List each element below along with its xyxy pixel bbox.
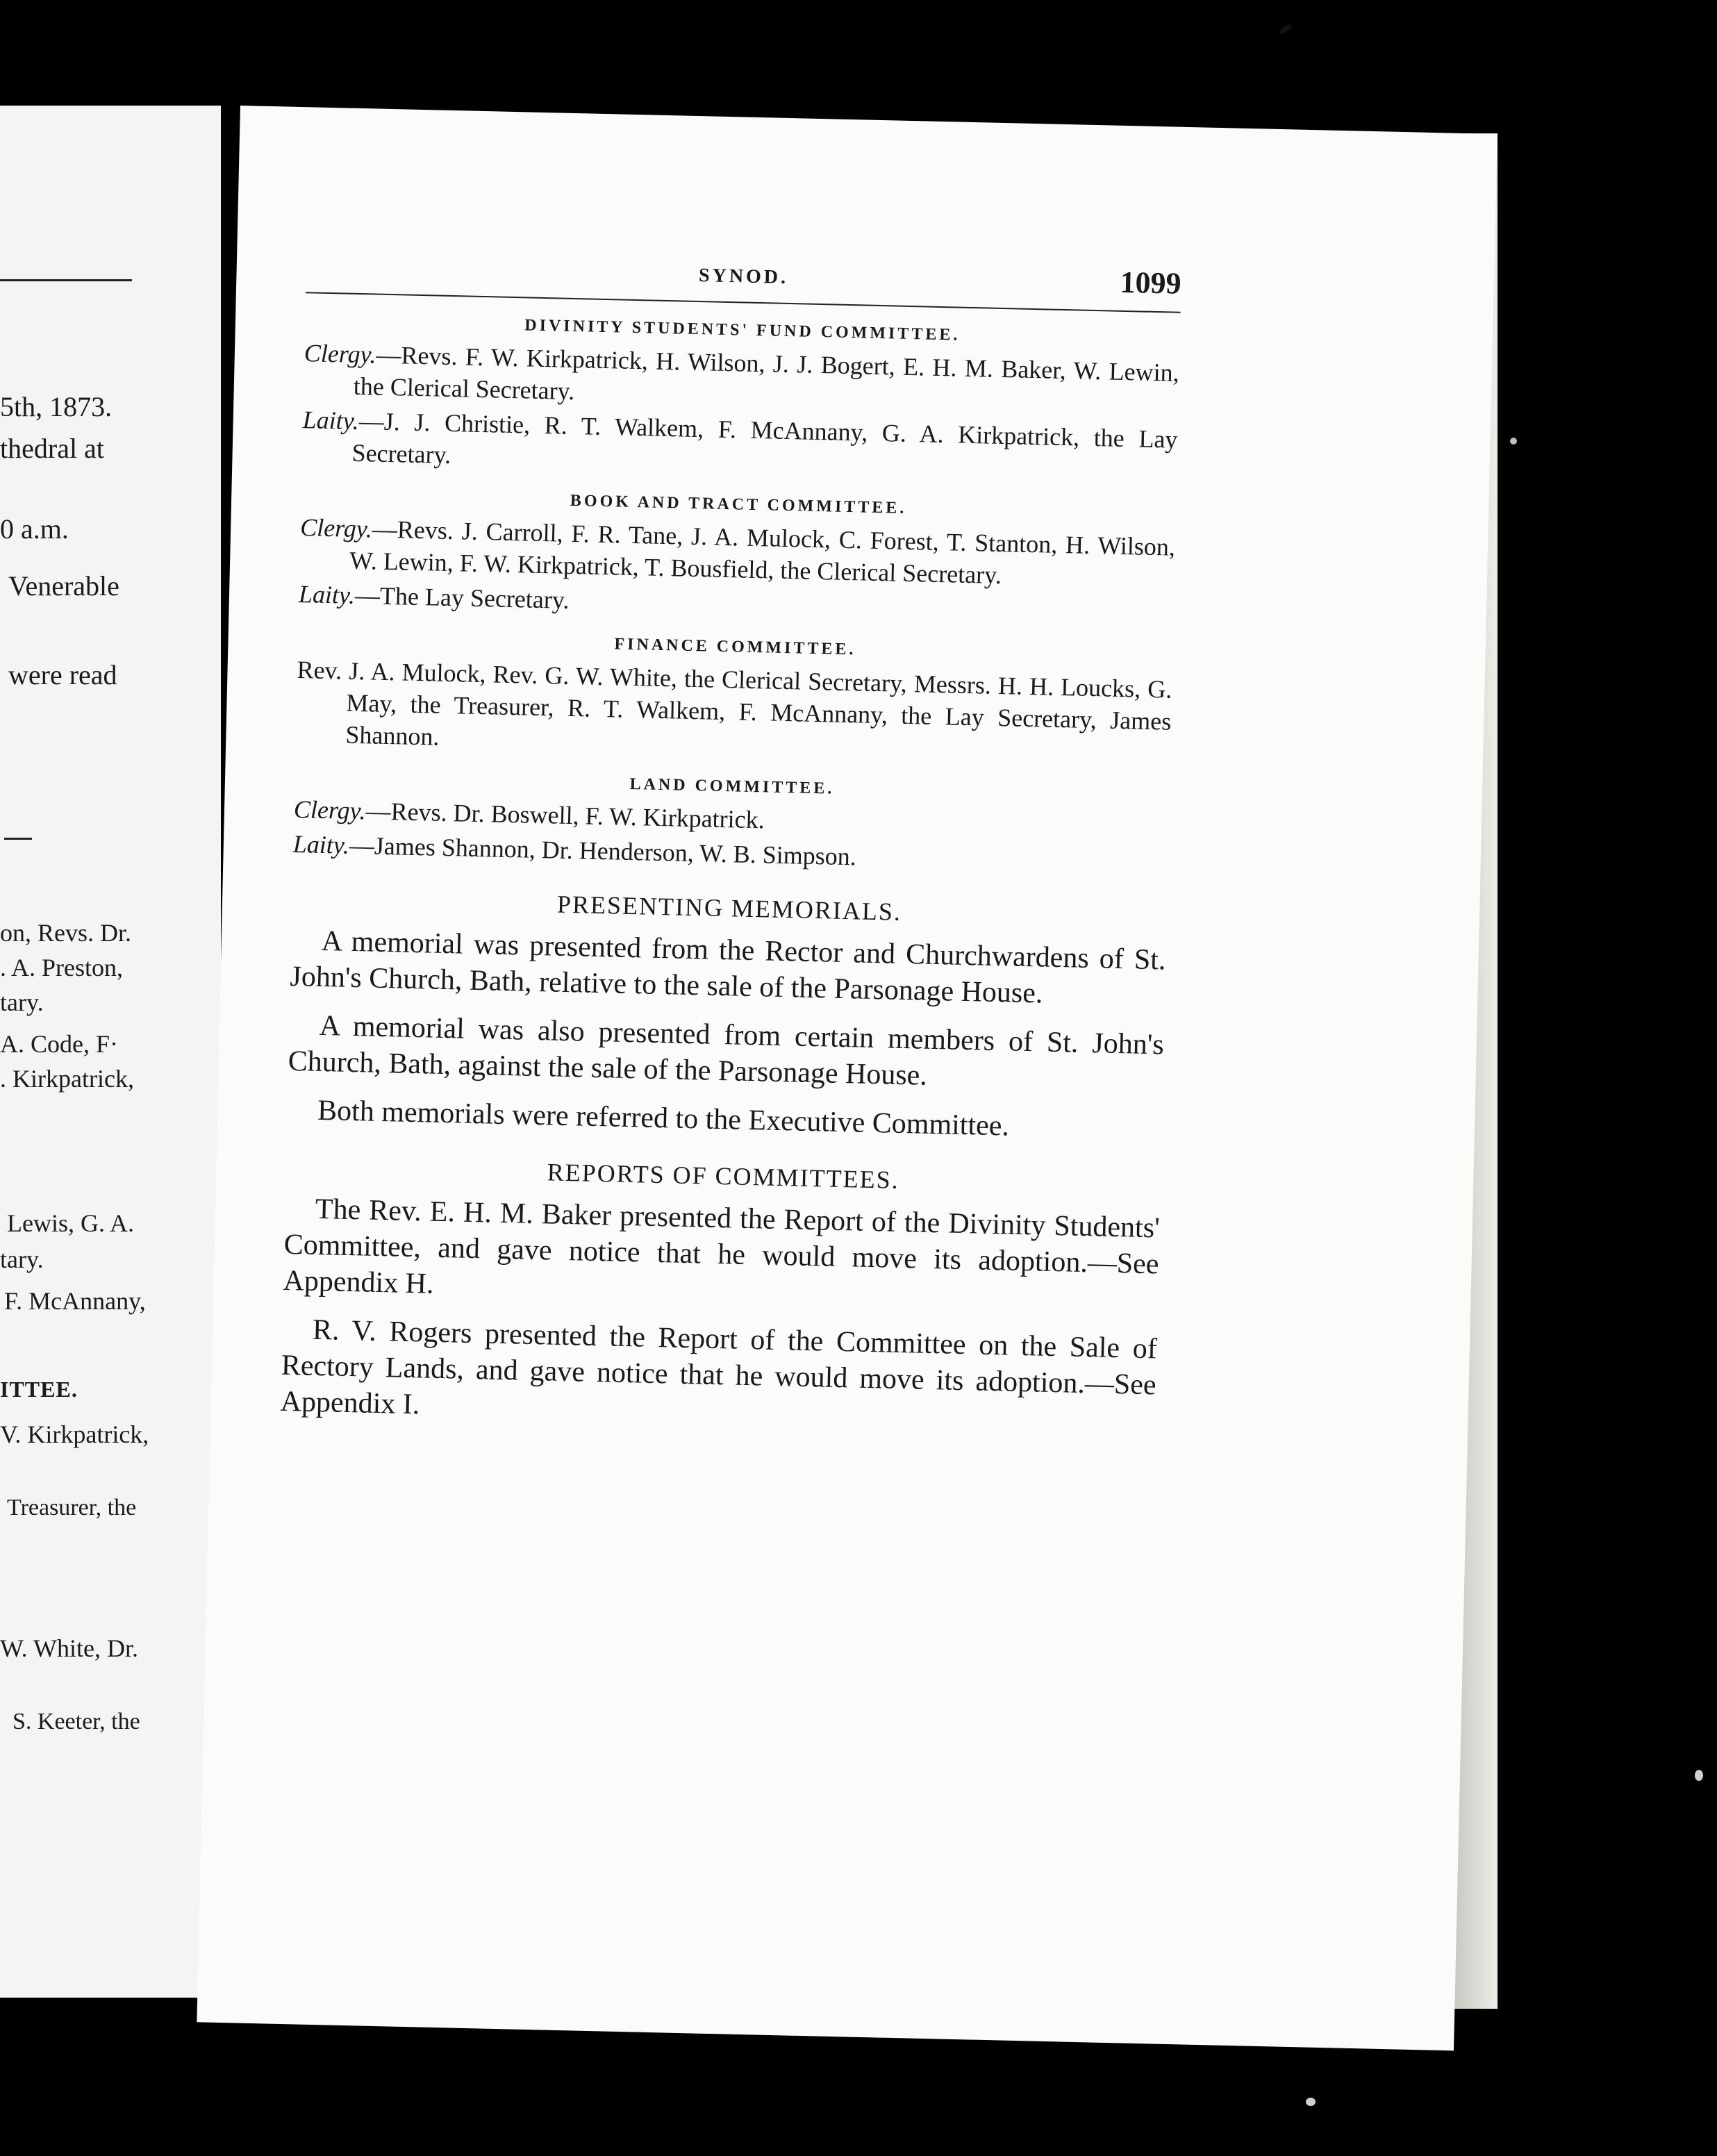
left-fragment: V. Kirkpatrick,	[0, 1420, 149, 1448]
entry-label: Clergy.	[299, 513, 373, 543]
left-fragment: 0 a.m.	[0, 513, 69, 545]
left-fragment: tary.	[0, 1245, 44, 1273]
paragraph: The Rev. E. H. M. Baker presented the Report of the Divinity Students' Committee, and gave notice that he would move its adoption.—See Appendix H.	[283, 1193, 1161, 1300]
running-head: SYNOD.	[698, 265, 789, 288]
entry-text: —The Lay Secretary.	[354, 581, 570, 614]
left-fragment: Treasurer, the	[7, 1495, 137, 1520]
page-number: 1099	[1120, 265, 1182, 301]
left-fragment: thedral at	[0, 433, 104, 464]
entry-text: —Revs. Dr. Boswell, F. W. Kirkpatrick.	[365, 797, 765, 834]
dust-speck	[1510, 438, 1517, 445]
left-fragment: F. McAnnany,	[4, 1287, 146, 1315]
left-page-rule	[0, 279, 132, 281]
entry-text: —J. J. Christie, R. T. Walkem, F. McAnnany, G. A. Kirkpatrick, the Lay Secretary.	[351, 406, 1178, 470]
entry-text: —Revs. J. Carroll, F. R. Tane, J. A. Mulock, C. Forest, T. Stanton, H. Wilson, W. Lewin, F. W. Kirkpatrick, T. Bousfield, the Clerical Secretary.	[349, 515, 1176, 590]
entry-text: —James Shannon, Dr. Henderson, W. B. Simpson.	[349, 831, 857, 871]
entry-label: Laity.	[302, 406, 360, 435]
left-fragment: . A. Preston,	[0, 954, 124, 981]
left-fragment: on, Revs. Dr.	[0, 919, 131, 947]
left-fragment: W. White, Dr.	[0, 1634, 138, 1662]
left-fragment: were read	[8, 659, 117, 690]
committee-land	[292, 768, 1170, 880]
left-fragment: . Kirkpatrick,	[0, 1065, 134, 1093]
left-page-dash	[4, 838, 32, 840]
committee-heading: DIVINITY STUDENTS' FUND COMMITTEE.	[524, 316, 961, 345]
entry-label: Laity.	[292, 830, 350, 859]
paragraph: R. V. Rogers presented the Report of the Committee on the Sale of Rectory Lands, and gave notice that he would move its adoption.—See Appendix I.	[280, 1313, 1158, 1421]
entry-label: Clergy.	[293, 795, 367, 825]
paragraph: A memorial was also presented from certain members of St. John's Church, Bath, against the sale of the Parsonage House.	[288, 1009, 1165, 1092]
left-fragment: Lewis, G. A.	[7, 1209, 134, 1237]
committee-heading: FINANCE COMMITTEE.	[614, 635, 856, 659]
left-fragment: Venerable	[8, 570, 119, 602]
section-heading: REPORTS OF COMMITTEES.	[547, 1158, 900, 1194]
page-body	[280, 246, 1181, 1452]
committee-heading: LAND COMMITTEE.	[629, 774, 835, 798]
paragraph: A memorial was presented from the Rector and Churchwardens of St. John's Church, Bath, relative to the sale of the Parsonage House.	[290, 924, 1166, 1010]
left-fragment: tary.	[0, 988, 44, 1016]
committee-finance	[295, 628, 1173, 770]
main-page	[197, 106, 1497, 2050]
entry-label: Clergy.	[304, 339, 377, 369]
section-reports-of-committees	[280, 1152, 1161, 1439]
dust-speck	[1277, 23, 1293, 35]
entry-text: Rev. J. A. Mulock, Rev. G. W. White, the Clerical Secretary, Messrs. H. H. Loucks, G. May, the Treasurer, R. T. Walkem, F. McAnnany, the Lay Secretary, James Shannon.	[297, 656, 1172, 751]
left-fragment: 5th, 1873.	[0, 391, 113, 422]
dust-speck	[1306, 2098, 1316, 2106]
section-heading: PRESENTING MEMORIALS.	[556, 890, 902, 926]
paragraph: Both memorials were referred to the Executive Committee.	[317, 1094, 1010, 1143]
entry-text: —Revs. F. W. Kirkpatrick, H. Wilson, J. J. Bogert, E. H. M. Baker, W. Lewin, the Clerical Secretary.	[353, 340, 1180, 406]
left-fragment: A. Code, F·	[0, 1030, 118, 1058]
committee-entry	[295, 654, 1172, 770]
entry-label: Laity.	[298, 580, 356, 609]
left-fragment: ITTEE.	[0, 1377, 78, 1402]
committee-heading: BOOK AND TRACT COMMITTEE.	[570, 491, 907, 517]
committee-divinity-students	[301, 311, 1180, 488]
left-facing-page	[0, 106, 221, 1998]
committee-book-and-tract	[299, 486, 1177, 630]
left-fragment: S. Keeter, the	[13, 1709, 140, 1734]
section-presenting-memorials	[287, 884, 1168, 1147]
page-header	[306, 246, 1181, 308]
dust-speck	[1695, 1770, 1703, 1781]
